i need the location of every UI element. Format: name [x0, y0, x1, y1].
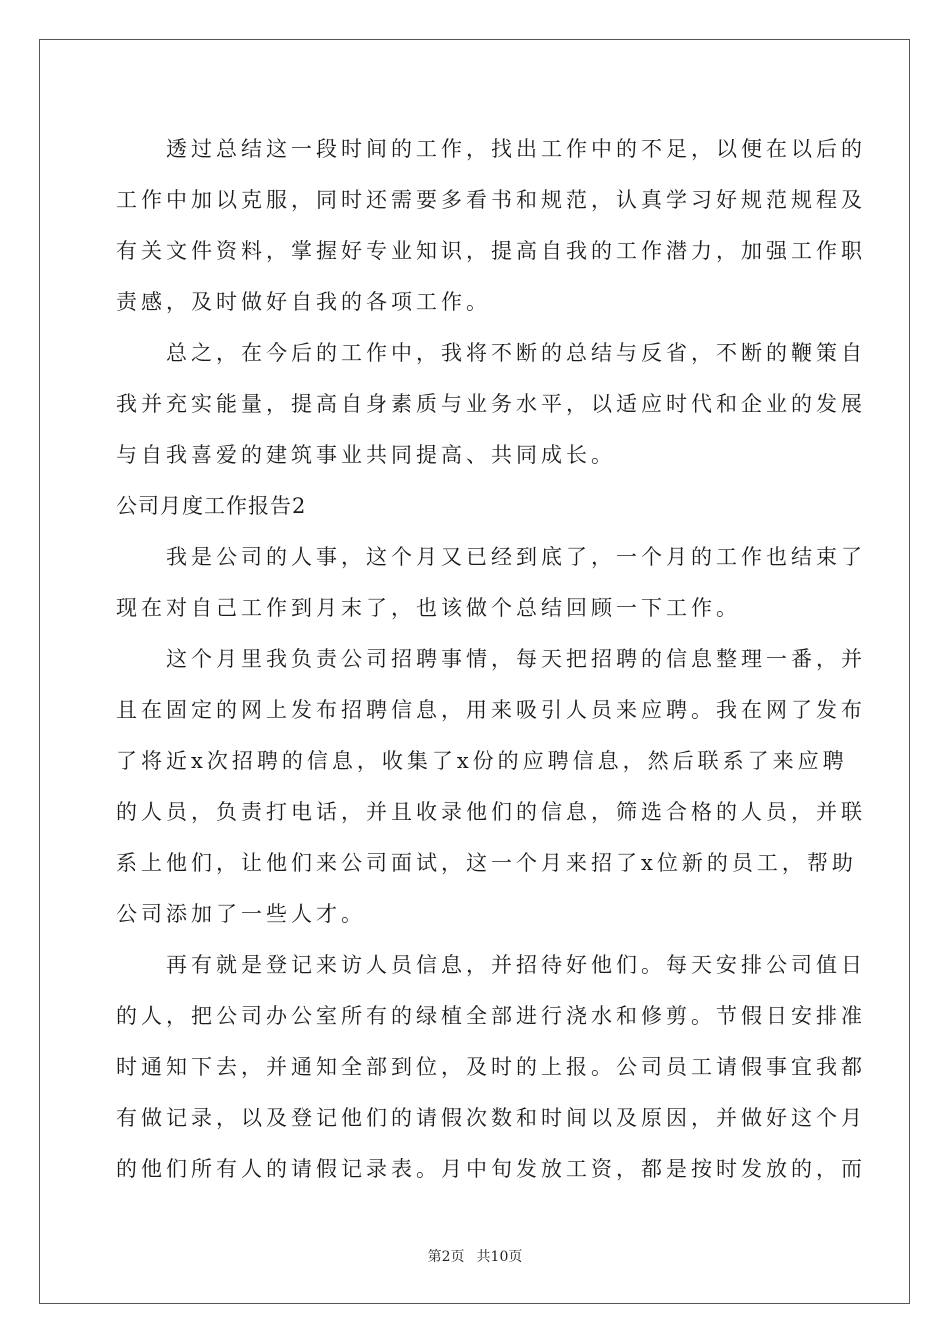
- text-line: 的他们所有人的请假记录表。月中旬发放工资，都是按时发放的，而: [116, 1157, 866, 1181]
- section-heading: 公司月度工作报告2: [116, 494, 307, 518]
- text-line: 有做记录，以及登记他们的请假次数和时间以及原因，并做好这个月: [116, 1106, 866, 1130]
- text-line: 且在固定的网上发布招聘信息，用来吸引人员来应聘。我在网了发布: [116, 698, 866, 722]
- document-body: [116, 124, 866, 1195]
- text-line: 公司添加了一些人才。: [116, 902, 366, 926]
- text-line: 了将近x次招聘的信息，收集了x份的应聘信息，然后联系了来应聘: [116, 749, 848, 773]
- text-line: 有关文件资料，掌握好专业知识，提高自我的工作潜力，加强工作职: [116, 239, 866, 263]
- text-line: 责感，及时做好自我的各项工作。: [116, 290, 491, 314]
- text-line: 与自我喜爱的建筑事业共同提高、共同成长。: [116, 443, 616, 467]
- text-line: 再有就是登记来访人员信息，并招待好他们。每天安排公司值日: [116, 953, 866, 977]
- text-line: 透过总结这一段时间的工作，找出工作中的不足，以便在以后的: [116, 137, 866, 161]
- page-number: 第2页: [427, 1249, 465, 1265]
- text-line: 我并充实能量，提高自身素质与业务水平，以适应时代和企业的发展: [116, 392, 866, 416]
- text-line: 工作中加以克服，同时还需要多看书和规范，认真学习好规范规程及: [116, 188, 866, 212]
- text-line: 现在对自己工作到月末了，也该做个总结回顾一下工作。: [116, 596, 741, 620]
- text-line: 我是公司的人事，这个月又已经到底了，一个月的工作也结束了: [116, 545, 866, 569]
- text-line: 时通知下去，并通知全部到位，及时的上报。公司员工请假事宜我都: [116, 1055, 866, 1079]
- text-line: 系上他们，让他们来公司面试，这一个月来招了x位新的员工，帮助: [116, 851, 857, 875]
- text-line: 的人，把公司办公室所有的绿植全部进行浇水和修剪。节假日安排准: [116, 1004, 866, 1028]
- page-total: 共10页: [476, 1249, 523, 1265]
- text-line: 总之，在今后的工作中，我将不断的总结与反省，不断的鞭策自: [116, 341, 866, 365]
- text-line: 这个月里我负责公司招聘事情，每天把招聘的信息整理一番，并: [116, 647, 866, 671]
- page-footer: [0, 1246, 950, 1266]
- text-line: 的人员，负责打电话，并且收录他们的信息，筛选合格的人员，并联: [116, 800, 866, 824]
